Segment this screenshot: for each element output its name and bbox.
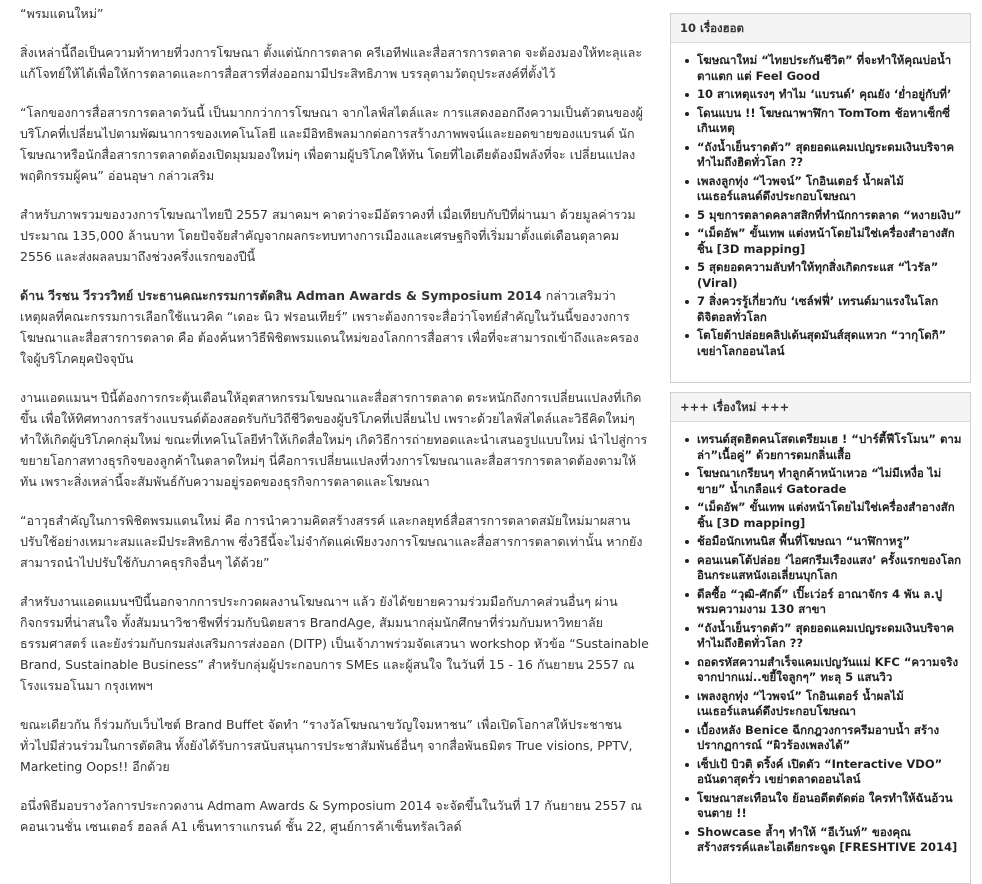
article-body xyxy=(20,0,650,867)
bullet-icon xyxy=(685,93,689,97)
article-paragraph-4 xyxy=(20,285,650,369)
bullet-icon xyxy=(685,112,689,116)
new-story-item xyxy=(683,466,962,497)
bullet-icon xyxy=(685,180,689,184)
new-story-link[interactable]: ถอดรหัสความสำเร็จแคมเปญวันแม่ KFC “ความจริงจากปากแม่..ขยี้ใจลูกๆ” ทะลุ 5 แสนวิว xyxy=(697,654,959,684)
new-story-item xyxy=(683,723,962,754)
new-story-item xyxy=(683,757,962,788)
new-story-item xyxy=(683,825,962,856)
top-story-item xyxy=(683,87,962,103)
new-story-link[interactable]: เทรนด์สุดฮิตคนโสดเตรียมเฮ ! “ปาร์ตี้ฟีโรโมน” ตามล่า”เนื้อคู่” ด้วยการดมกลิ่นเสื้อ xyxy=(697,432,962,462)
article-paragraph-5: งานแอดแมนฯ ปีนี้ต้องการกระตุ้นเตือนให้อุตสาหกรรมโฆษณาและสื่อสารการตลาด ตระหนักถึงการเปลี่ยนแปลงที่เกิดขึ้น เพื่อให้ทิศทางการสร้างแบรนด์ต้องสอดรับกับวิถีชีวิตของผู้บริโภคที่เปลี่ยนไป เพราะด้วยไลฟ์สไตล์และวิธีคิดใหม่ๆ ทำให้เกิดผู้บริโภคกลุ่มใหม่ ขณะที่เทคโนโลยีทำให้เกิดสื่อใหม่ๆ เกิดวิธีการถ่ายทอดและนำเสนอรูปแบบใหม่ นำไปสู่การขยายโอกาสทางธุรกิจของลูกค้าในตลาดใหม่ๆ นี่คือการเปลี่ยนแปลงที่วงการโฆษณาและสื่อสารการตลาดต้องตามให้ทัน เพราะสิ่งเหล่านี้จะสัมพันธ์กับความอยู่รอดของธุรกิจการตลาดและโฆษณา xyxy=(20,390,648,489)
new-stories-box xyxy=(670,392,971,884)
article-intro: “พรมแดนใหม่” xyxy=(20,6,104,21)
top-stories-box xyxy=(670,13,971,383)
top-story-link[interactable]: โฆษณาใหม่ “ไทยประกันชีวิต” ที่จะทำให้คุณบ่อน้ำตาแตก แต่ Feel Good xyxy=(697,53,952,83)
new-story-link[interactable]: “ถังน้ำเย็นราดตัว” สุดยอดแคมเปญระดมเงินบริจาค ทำไมถึงฮิตทั่วโลก ?? xyxy=(697,620,955,650)
article-paragraph-1: สิ่งเหล่านี้ถือเป็นความท้าทายที่วงการโฆษณา ตั้งแต่นักการตลาด ครีเอทีฟและสื่อสารการตลาด จะต้องมองให้ทะลุและแก้โจทย์ให้ได้เพื่อให้การตลาดและการสื่อสารที่ส่งออกมามีประสิทธิภาพ บรรลุตามวัตถุประสงค์ที่ตั้งไว้ xyxy=(20,45,643,81)
new-stories-title: +++ เรื่องใหม่ +++ xyxy=(671,393,970,422)
top-story-item xyxy=(683,174,962,205)
new-story-item xyxy=(683,500,962,531)
bullet-icon xyxy=(685,559,689,563)
article-paragraph-4-bold: ด้าน วีรชน วีรวรวิทย์ ประธานคณะกรรมการตัดสิน Adman Awards & Symposium 2014 xyxy=(20,288,542,303)
top-story-item xyxy=(683,53,962,84)
bullet-icon xyxy=(685,146,689,150)
top-story-link[interactable]: โตโยต้าปล่อยคลิปเด้นสุดมันส์สุดแหวก “วากุโดกิ” เขย่าโลกออนไลน์ xyxy=(697,328,947,358)
new-story-link[interactable]: เพลงลูกทุ่ง “ไวพจน์” โกอินเตอร์ น้ำผลไม้ เนเธอร์แลนด์ดึงประกอบโฆษณา xyxy=(697,688,904,718)
new-story-link[interactable]: เซ็ปเป้ บิวติ ดริ้งค์ เปิดตัว “Interactive VDO” อนันดาสุดรั่ว เขย่าตลาดออนไลน์ xyxy=(697,756,943,786)
top-story-item xyxy=(683,294,962,325)
new-story-link[interactable]: คอนเนตโต้ปล่อย ‘ไอศกรีมเรืองแสง’ ครั้งแรกของโลก อินกระแสหนังเอเลี่ยนบุกโลก xyxy=(697,552,962,582)
top-story-link[interactable]: “ถังน้ำเย็นราดตัว” สุดยอดแคมเปญระดมเงินบริจาค ทำไมถึงฮิตทั่วโลก ?? xyxy=(697,139,955,169)
new-story-item xyxy=(683,432,962,463)
bullet-icon xyxy=(685,506,689,510)
bullet-icon xyxy=(685,232,689,236)
top-story-item xyxy=(683,226,962,257)
bullet-icon xyxy=(685,59,689,63)
bullet-icon xyxy=(685,593,689,597)
top-story-item xyxy=(683,208,962,224)
new-story-item xyxy=(683,689,962,720)
top-story-link[interactable]: เพลงลูกทุ่ง “ไวพจน์” โกอินเตอร์ น้ำผลไม้ เนเธอร์แลนด์ดึงประกอบโฆษณา xyxy=(697,173,904,203)
article-paragraph-3: สำหรับภาพรวมของวงการโฆษณาไทยปี 2557 สมาคมฯ คาดว่าจะมีอัตราคงที่ เมื่อเทียบกับปีที่ผ่านมา ด้วยมูลค่ารวมประมาณ 135,000 ล้านบาท โดยปัจจัยสำคัญจากผลกระทบทางการเมืองและเศรษฐกิจที่เริ่มมาตั้งแต่เดือนตุลาคม 2556 และส่งผลลบมาถึงช่วงครึ่งแรกของปีนี้ xyxy=(20,207,636,264)
top-story-item xyxy=(683,140,962,171)
top-story-link[interactable]: โดนแบน !! โฆษณาพาฬิกา TomTom ช้อหาเซ็กซี่เกินเหตุ xyxy=(697,105,950,135)
bullet-icon xyxy=(685,334,689,338)
bullet-icon xyxy=(685,695,689,699)
article-paragraph-7: สำหรับงานแอดแมนฯปีนี้นอกจากการประกวดผลงานโฆษณาฯ แล้ว ยังได้ขยายความร่วมมือกับภาคส่วนอื่นๆ ผ่านกิจกรรมที่น่าสนใจ ทั้งสัมมนาวิชาชีพที่ร่วมกับนิตยสาร BrandAge, สัมมนากลุ่มนักศึกษาที่ร่วมกับมหาวิทยาลัยธรรมศาสตร์ และยังร่วมกับกรมส่งเสริมการส่งออก (DITP) เป็นเจ้าภาพร่วมจัดเสวนา workshop หัวข้อ “Sustainable Brand, Sustainable Business” สำหรับกลุ่มผู้ประกอบการ SMEs และผู้สนใจ ในวันที่ 15 - 16 กันยายน 2557 ณ โรงแรมอโนมา กรุงเทพฯ xyxy=(20,594,649,693)
new-story-item xyxy=(683,655,962,686)
bullet-icon xyxy=(685,763,689,767)
bullet-icon xyxy=(685,266,689,270)
top-stories-list xyxy=(671,43,970,359)
top-story-item xyxy=(683,260,962,291)
top-stories-title: 10 เรื่องฮอต xyxy=(671,14,970,43)
top-story-item xyxy=(683,328,962,359)
article-paragraph-8: ขณะเดียวกัน ก็ร่วมกับเว็บไซต์ Brand Buffet จัดทำ “รางวัลโฆษณาขวัญใจมหาชน” เพื่อเปิดโอกาสให้ประชาชนทั่วไปมีส่วนร่วมในการตัดสิน ทั้งยังได้รับการสนับสนุนการประชาสัมพันธ์อื่นๆ จากสื่อพันธมิตร True visions, PPTV, Marketing Oops!! อีกด้วย xyxy=(20,717,633,774)
article-paragraph-4-rest: กล่าวเสริมว่า เหตุผลที่คณะกรรมการเลือกใช้แนวคิด “เดอะ นิว ฟรอนเทียร์” เพราะต้องการจะสื่อว่าโจทย์สำคัญในวันนี้ของวงการโฆษณาและสื่อสารการตลาด คือ ต้องค้นหาวิธีพิชิตพรมแดนใหม่ของโลกการสื่อสาร เพื่อที่จะสามารถเข้าถึงและครองใจผู้บริโภคยุคปัจจุบัน xyxy=(20,288,639,366)
new-story-item xyxy=(683,534,962,550)
top-story-item xyxy=(683,106,962,137)
bullet-icon xyxy=(685,438,689,442)
bullet-icon xyxy=(685,729,689,733)
bullet-icon xyxy=(685,831,689,835)
new-story-item xyxy=(683,587,962,618)
bullet-icon xyxy=(685,661,689,665)
new-story-link[interactable]: “เม็ดอัพ” ขั้นเทพ แต่งหน้าโดยไม่ใช่เครื่องสำอางสักชิ้น [3D mapping] xyxy=(697,500,955,530)
new-story-link[interactable]: Showcase ล้ำๆ ทำให้ “อีเว้นท์” ของคุณสร้างสรรค์และไอเดียกระฉูด [FRESHTIVE 2014] xyxy=(697,824,958,854)
top-story-link[interactable]: 5 สุดยอดความลับทำให้ทุกสิ่งเกิดกระแส “ไวรัล” (Viral) xyxy=(697,260,939,290)
article-paragraph-6: “อาวุธสำคัญในการพิชิตพรมแดนใหม่ คือ การนำความคิดสร้างสรรค์ และกลยุทธ์สื่อสารการตลาดสมัยใหม่มาผสานปรับใช้อย่างเหมาะสมและมีประสิทธิภาพ ซึ่งวิธีนี้จะไม่จำกัดแค่เพียงวงการโฆษณาและสื่อสารการตลาดเท่านั้น หากยังสามารถนำไปปรับใช้กับภาคธุรกิจอื่นๆ ได้ด้วย” xyxy=(20,513,643,570)
article-paragraph-9: อนึ่งพิธีมอบรางวัลการประกวดงาน Admam Awards & Symposium 2014 จะจัดขึ้นในวันที่ 17 กันยายน 2557 ณ คอนเวนชั่น เซนเตอร์ ฮอลล์ A1 เซ็นทาราแกรนด์ ชั้น 22, ศูนย์การค้าเซ็นทรัลเวิลด์ xyxy=(20,798,642,834)
bullet-icon xyxy=(685,627,689,631)
new-story-link[interactable]: เบื้องหลัง Benice ฉีกกฎวงการครีมอาบน้ำ สร้างปรากฏการณ์ “ผิวร้องเพลงได้” xyxy=(697,722,940,752)
bullet-icon xyxy=(685,540,689,544)
top-story-link[interactable]: 7 สิ่งควรรู้เกี่ยวกับ ‘เซล์ฟฟี่’ เทรนด์มาแรงในโลกดิจิตอลทั่วโลก xyxy=(697,294,939,324)
article-paragraph-2: “โลกของการสื่อสารการตลาดวันนี้ เป็นมากกว่าการโฆษณา จากไลฟ์สไตล์และ การแสดงออกถึงความเป็นตัวตนของผู้บริโภคที่เปลี่ยนไปตามพัฒนาการของเทคโนโลยี และมีอิทธิพลมากต่อการสร้างภาพพจน์และยอดขายของแบรนด์ นักโฆษณาหรือนักสื่อสารการตลาดต้องเปิดมุมมองใหม่ๆ เพื่อตามผู้บริโภคให้ทัน โดยที่ไอเดียต้องมีพลังที่จะ เปลี่ยนแปลงพฤติกรรมผู้คน” อ่อนอุษา กล่าวเสริม xyxy=(20,105,643,183)
new-story-link[interactable]: โฆษณาเกรียนๆ ทำลูกค้าหน้าเหวอ “ไม่มีเหงื่อ ไม่ขาย” น้ำเกลือแร่ Gatorade xyxy=(697,466,942,496)
top-story-link[interactable]: 5 มุขการตลาดคลาสสิกที่ทำนักการตลาด “หงายเงิบ” xyxy=(697,207,962,222)
top-story-link[interactable]: “เม็ดอัพ” ขั้นเทพ แต่งหน้าโดยไม่ใช่เครื่องสำอางสักชิ้น [3D mapping] xyxy=(697,226,955,256)
new-story-item xyxy=(683,621,962,652)
new-story-link[interactable]: ช้อมือนักเทนนิส พื้นที่โฆษณา “นาฬิกาหรู” xyxy=(697,534,911,548)
new-stories-list xyxy=(671,422,970,856)
new-story-link[interactable]: โฆษณาสะเทือนใจ ย้อนอดีตตัดต่อ ใครทำให้ฉันอ้วนจนตาย !! xyxy=(697,790,953,820)
new-story-item xyxy=(683,791,962,822)
bullet-icon xyxy=(685,472,689,476)
bullet-icon xyxy=(685,797,689,801)
bullet-icon xyxy=(685,214,689,218)
new-story-item xyxy=(683,553,962,584)
bullet-icon xyxy=(685,300,689,304)
top-story-link[interactable]: 10 สาเหตุแรงๆ ทำไม ‘แบรนด์’ คุณยัง ‘ย่ำอยู่กับที่’ xyxy=(697,87,952,101)
new-story-link[interactable]: ดีลซื้อ “วุฒิ-ศักดิ์” เปิ๊ะเว่อร์ อาณาจักร 4 พัน ล.ปู พรมความงาม 130 สาขา xyxy=(697,586,943,616)
